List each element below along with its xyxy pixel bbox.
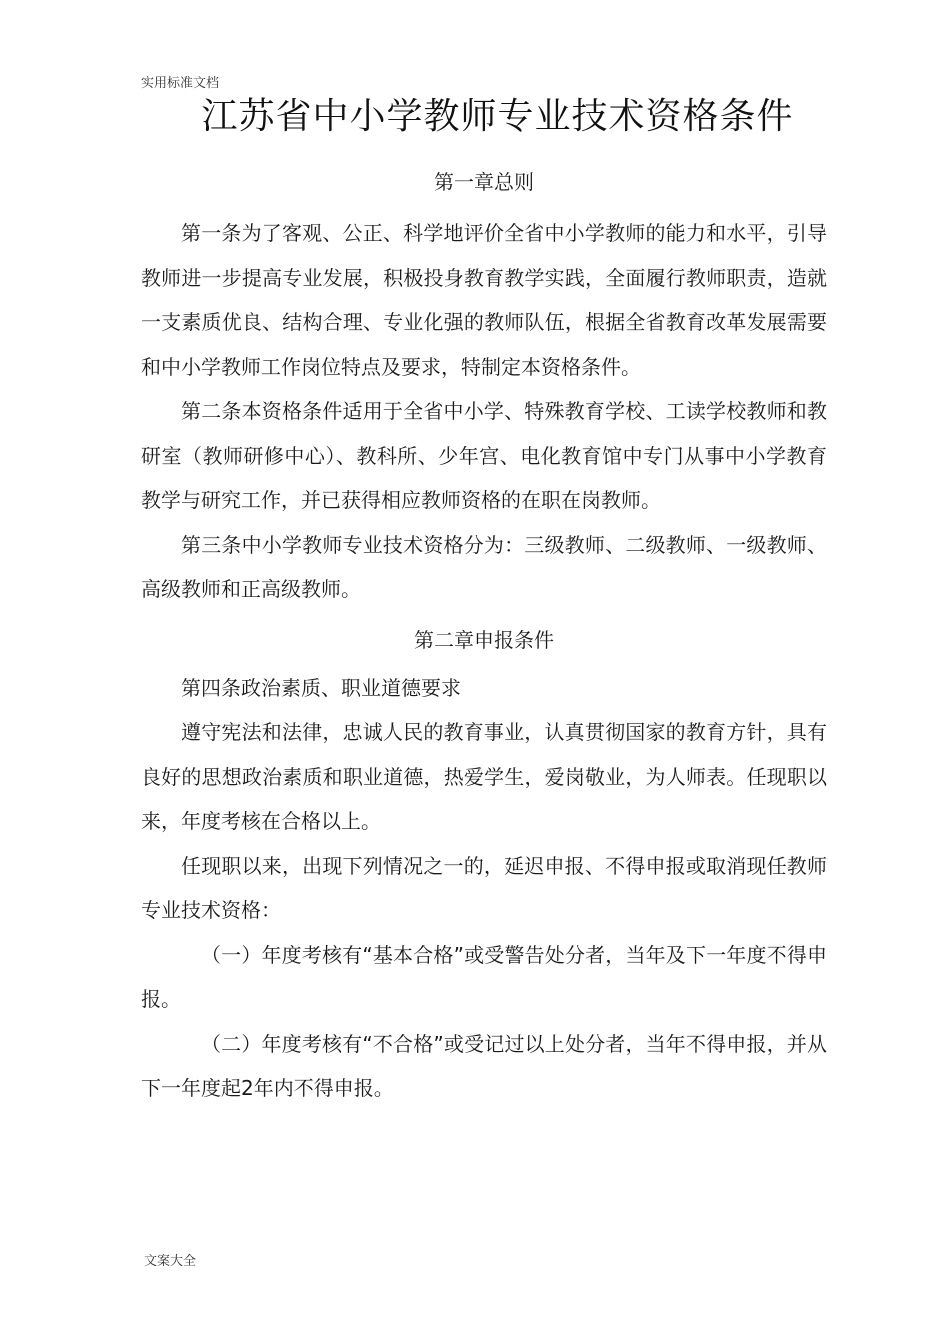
paragraph: 任现职以来，出现下列情况之一的，延迟申报、不得申报或取消现任教师专业技术资格：: [141, 853, 827, 922]
document-body: [141, 160, 827, 1111]
document-title: 江苏省中小学教师专业技术资格条件: [201, 96, 794, 137]
page-footer-note: 文案大全: [144, 1254, 197, 1269]
page-header-note: 实用标准文档: [141, 76, 220, 91]
chapter-heading: 第二章申报条件: [414, 627, 554, 652]
paragraph: （二）年度考核有“不合格”或受记过以上处分者，当年不得申报，并从下一年度起2年内不得申报。: [141, 1031, 827, 1100]
paragraph: 第二条本资格条件适用于全省中小学、特殊教育学校、工读学校教师和教研室（教师研修中心）、教科所、少年宫、电化教育馆中专门从事中小学教育教学与研究工作，并已获得相应教师资格的在职在岗教师。: [141, 399, 827, 512]
paragraph: 第一条为了客观、公正、科学地评价全省中小学教师的能力和水平，引导教师进一步提高专业发展，积极投身教育教学实践，全面履行教师职责，造就一支素质优良、结构合理、专业化强的教师队伍，根据全省教育改革发展需要和中小学教师工作岗位特点及要求，特制定本资格条件。: [141, 221, 827, 379]
chapter-heading: 第一章总则: [434, 170, 534, 194]
paragraph: 第四条政治素质、职业道德要求: [181, 675, 461, 700]
paragraph: 第三条中小学教师专业技术资格分为：三级教师、二级教师、一级教师、高级教师和正高级教师。: [141, 532, 827, 601]
paragraph: （一）年度考核有“基本合格”或受警告处分者，当年及下一年度不得申报。: [141, 942, 827, 1011]
paragraph: 遵守宪法和法律，忠诚人民的教育事业，认真贯彻国家的教育方针，具有良好的思想政治素质和职业道德，热爱学生，爱岗敬业，为人师表。任现职以来，年度考核在合格以上。: [141, 720, 827, 833]
